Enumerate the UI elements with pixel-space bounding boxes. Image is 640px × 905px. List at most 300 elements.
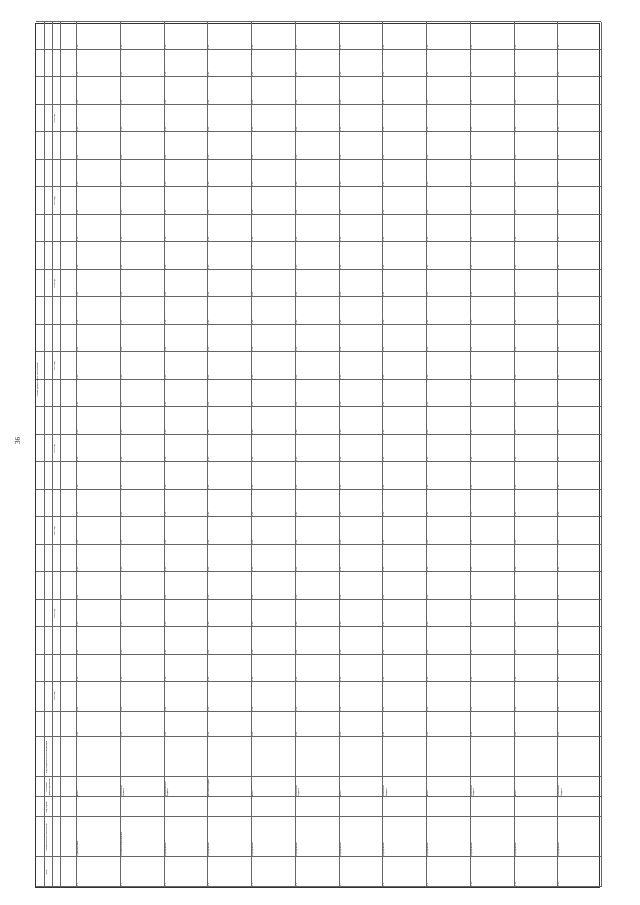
row-number: 1.5 [252,882,254,886]
value-cell: 0.00 [164,291,167,296]
value-cell: 0.00 [427,346,429,351]
value-cell: 0.00 [208,676,211,681]
value-cell: 0.00 [339,706,342,711]
column-divider [36,241,601,242]
value-cell: 0.00 [383,401,386,406]
value-cell: 0.00 [383,71,386,76]
header-divider [44,22,45,887]
value-cell: 0.00 [120,99,123,104]
year-header: 2025 год [54,196,56,206]
value-cell: 0.00 [208,594,211,599]
value-cell: 0.00 [514,291,517,296]
value-cell: 0.00 [383,566,386,571]
value-cell: 0.00 [558,346,561,351]
value-cell: 0.00 [470,539,473,544]
row-source: областной бюджет [295,784,301,796]
year-header: 2022 год [54,444,56,453]
value-cell: 0.00 [77,264,79,269]
value-cell: 0.00 [514,539,517,544]
year-header: 2023 год [54,361,56,371]
value-cell: 0.00 [252,429,254,434]
value-cell: 0.00 [208,511,211,516]
year-header: 2021 год [54,526,56,536]
value-cell: 0.00 [77,346,79,351]
value-cell: 0.00 [383,456,386,461]
value-cell: 0.00 [164,209,167,214]
value-cell: 0.00 [558,456,561,461]
value-cell: 0.00 [427,319,429,324]
value-cell: 0.00 [120,319,123,324]
value-cell: 0.00 [252,71,254,76]
value-cell: 0.00 [514,456,517,461]
value-cell: 0.00 [514,99,517,104]
value-cell: 0.00 [558,291,561,296]
value-cell: 0.00 [77,99,79,104]
value-cell: 0.00 [208,429,211,434]
value-cell: 0.00 [514,44,517,49]
value-cell: 0.00 [77,731,79,736]
value-cell: 0.00 [339,676,342,681]
row-divider [601,22,602,887]
row-name: Мероприятие [208,842,211,856]
value-cell: 0.00 [295,346,298,351]
column-divider [36,379,601,380]
value-cell: 0.00 [383,706,386,711]
value-cell: 0.00 [77,484,79,489]
column-header: Код бюджетной классификации [46,740,48,774]
value-cell: 0.00 [252,401,254,406]
row-source: всего [427,790,429,796]
column-divider [36,159,601,160]
value-cell: 0.00 [427,566,429,571]
value-cell: 0.00 [339,649,342,654]
value-cell: 0.00 [427,154,429,159]
value-cell: 0.00 [339,511,342,516]
value-cell: 0.00 [120,126,123,131]
value-cell: 0.00 [514,71,517,76]
column-divider [36,796,601,797]
value-cell: 0.00 [77,676,79,681]
value-cell: 0.00 [470,401,473,406]
column-divider [36,711,601,712]
value-cell: 0.00 [77,511,79,516]
value-cell: 0.00 [120,44,123,49]
column-divider [36,296,601,297]
value-cell: 0.00 [164,264,167,269]
value-cell: 0.00 [164,566,167,571]
column-divider [36,324,601,325]
value-cell: 0.00 [427,731,429,736]
value-cell: 0.00 [77,44,79,49]
value-cell: 0.00 [383,236,386,241]
value-cell: 0.00 [339,181,342,186]
value-cell: 0.00 [470,44,473,49]
value-cell: 0.00 [295,401,298,406]
value-cell: 0.00 [252,209,254,214]
value-cell: 0.00 [383,181,386,186]
value-cell: 0.00 [558,594,561,599]
value-cell: 0.00 [295,99,298,104]
value-cell: 0.00 [339,264,342,269]
value-cell: 0.00 [164,319,167,324]
value-cell: 0.00 [339,319,342,324]
value-cell: 0.00 [383,594,386,599]
year-header: 2026 год [54,114,56,123]
column-divider [36,886,601,887]
row-number: 1.2 [120,882,123,886]
value-cell: 0.00 [164,71,167,76]
header-divider [60,22,61,887]
value-cell: 0.00 [295,181,298,186]
value-cell: 0.00 [295,566,298,571]
value-cell: 0.00 [339,484,342,489]
value-cell: 0.00 [252,44,254,49]
value-cell: 0.00 [427,511,429,516]
value-cell: 0.00 [164,676,167,681]
value-cell: 0.00 [470,706,473,711]
value-cell: 0.00 [208,706,211,711]
value-cell: 0.00 [252,621,254,626]
value-cell: 0.00 [470,154,473,159]
value-cell: 0.00 [252,539,254,544]
row-source: областной бюджет [558,784,563,796]
value-cell: 0.00 [77,291,79,296]
value-cell: 0.00 [295,264,298,269]
value-cell: 0.00 [558,706,561,711]
value-cell: 0.00 [470,264,473,269]
page-number: 36 [14,437,22,444]
value-cell: 0.00 [208,99,211,104]
value-cell: 0.00 [339,291,342,296]
value-cell: 0.00 [558,429,561,434]
value-cell: 0.00 [77,649,79,654]
value-cell: 0.00 [164,706,167,711]
column-divider [36,599,601,600]
value-cell: 0.00 [383,649,386,654]
value-cell: 0.00 [120,346,123,351]
value-cell: 0.00 [558,731,561,736]
value-cell: 0.00 [120,429,123,434]
value-cell: 0.00 [383,346,386,351]
group-header: Объем финансового обеспечения [37,362,39,397]
value-cell: 0.00 [427,484,429,489]
value-cell: 0.00 [339,456,342,461]
value-cell: 0.00 [514,594,517,599]
value-cell: 0.00 [295,621,298,626]
value-cell: 0.00 [558,209,561,214]
value-cell: 0.00 [77,401,79,406]
value-cell: 0.00 [470,236,473,241]
value-cell: 0.00 [208,731,211,736]
value-cell: 0.00 [120,566,123,571]
value-cell: 0.00 [558,566,561,571]
value-cell: 0.00 [427,209,429,214]
column-divider [36,131,601,132]
column-divider [36,626,601,627]
column-divider [36,76,601,77]
value-cell: 0.00 [295,539,298,544]
year-header: 2024 год [54,279,56,288]
value-cell: 0.00 [120,484,123,489]
value-cell: 0.00 [558,621,561,626]
row-name: Мероприятие [558,842,561,856]
value-cell: 0.00 [339,346,342,351]
value-cell: 0.00 [252,456,254,461]
value-cell: 0.00 [514,154,517,159]
value-cell: 0.00 [514,236,517,241]
column-divider [36,776,601,777]
value-cell: 0.00 [208,649,211,654]
column-header: Код строки [46,801,48,813]
value-cell: 0.00 [77,126,79,131]
value-cell: 0.00 [120,649,123,654]
row-name: Мероприятие [339,842,342,856]
value-cell: 0.00 [470,319,473,324]
column-divider [36,351,601,352]
row-source: областной бюджет [120,784,126,796]
value-cell: 0.00 [252,291,254,296]
value-cell: 0.00 [208,71,211,76]
row-number: 1.1 [77,882,79,886]
value-cell: 0.00 [558,374,561,379]
value-cell: 0.00 [295,484,298,489]
row-source: федеральный бюджет [164,781,169,796]
column-divider [36,269,601,270]
value-cell: 0.00 [514,126,517,131]
value-cell: 0.00 [120,621,123,626]
row-name: Мероприятие [427,842,429,856]
value-cell: 0.00 [470,676,473,681]
row-name: Мероприятие [164,842,167,856]
year-header: 2019 год [54,691,56,701]
value-cell: 0.00 [208,346,211,351]
value-cell: 0.00 [383,99,386,104]
column-divider [36,681,601,682]
value-cell: 0.00 [164,731,167,736]
value-cell: 0.00 [383,621,386,626]
value-cell: 0.00 [383,484,386,489]
value-cell: 0.00 [339,566,342,571]
row-number: 1.11 [514,881,517,886]
value-cell: 0.00 [514,566,517,571]
value-cell: 0.00 [339,621,342,626]
value-cell: 0.00 [383,676,386,681]
value-cell: 0.00 [77,374,79,379]
value-cell: 0.00 [558,511,561,516]
value-cell: 0.00 [470,291,473,296]
value-cell: 0.00 [558,181,561,186]
value-cell: 0.00 [295,44,298,49]
column-divider [36,104,601,105]
value-cell: 0.00 [295,154,298,159]
value-cell: 0.00 [383,511,386,516]
column-divider [36,49,601,50]
value-cell: 0.00 [77,236,79,241]
value-cell: 0.00 [252,511,254,516]
row-source: всего [77,790,79,796]
value-cell: 0.00 [252,346,254,351]
row-number: 1.7 [339,882,342,886]
value-cell: 0.00 [470,126,473,131]
value-cell: 0.00 [427,594,429,599]
value-cell: 0.00 [120,511,123,516]
value-cell: 0.00 [383,44,386,49]
row-name: Мероприятие [470,842,473,856]
value-cell: 0.00 [164,154,167,159]
value-cell: 0.00 [252,566,254,571]
value-cell: 0.00 [295,731,298,736]
row-number: 1.4 [208,882,211,886]
value-cell: 0.00 [383,319,386,324]
value-cell: 0.00 [77,209,79,214]
value-cell: 0.00 [120,374,123,379]
row-name: Мероприятие [295,842,298,856]
value-cell: 0.00 [558,44,561,49]
value-cell: 0.00 [339,44,342,49]
column-divider [36,654,601,655]
value-cell: 0.00 [339,539,342,544]
value-cell: 0.00 [383,429,386,434]
value-cell: 0.00 [383,264,386,269]
value-cell: 0.00 [208,374,211,379]
value-cell: 0.00 [208,181,211,186]
value-cell: 0.00 [470,511,473,516]
value-cell: 0.00 [295,209,298,214]
column-header: № пп [46,869,48,875]
value-cell: 0.00 [120,456,123,461]
value-cell: 0.00 [470,99,473,104]
value-cell: 0.00 [252,731,254,736]
value-cell: 0.00 [164,181,167,186]
value-cell: 0.00 [383,209,386,214]
value-cell: 0.00 [77,594,79,599]
value-cell: 0.00 [120,731,123,736]
value-cell: 0.00 [470,621,473,626]
value-cell: 0.00 [470,429,473,434]
value-cell: 0.00 [427,429,429,434]
value-cell: 0.00 [383,731,386,736]
value-cell: 0.00 [383,126,386,131]
value-cell: 0.00 [339,99,342,104]
value-cell: 0.00 [208,154,211,159]
value-cell: 0.00 [558,539,561,544]
value-cell: 0.00 [164,346,167,351]
column-header: Источник финансирования [46,778,51,796]
row-number: 1.3 [164,882,167,886]
row-number: 1.8 [383,882,386,886]
value-cell: 0.00 [208,621,211,626]
value-cell: 0.00 [427,71,429,76]
value-cell: 0.00 [120,594,123,599]
row-source: всего [252,790,254,796]
value-cell: 0.00 [120,676,123,681]
value-cell: 0.00 [164,236,167,241]
value-cell: 0.00 [558,649,561,654]
value-cell: 0.00 [208,319,211,324]
value-cell: 0.00 [208,236,211,241]
column-divider [36,816,601,817]
value-cell: 0.00 [339,236,342,241]
value-cell: 0.00 [514,346,517,351]
value-cell: 0.00 [164,621,167,626]
value-cell: 0.00 [558,264,561,269]
value-cell: 0.00 [77,71,79,76]
value-cell: 0.00 [208,44,211,49]
value-cell: 0.00 [252,676,254,681]
header-divider [52,22,53,887]
value-cell: 0.00 [339,594,342,599]
value-cell: 0.00 [427,236,429,241]
value-cell: 0.00 [120,71,123,76]
value-cell: 0.00 [164,429,167,434]
value-cell: 0.00 [339,71,342,76]
value-cell: 0.00 [77,181,79,186]
value-cell: 0.00 [295,374,298,379]
value-cell: 0.00 [252,594,254,599]
value-cell: 0.00 [252,181,254,186]
value-cell: 0.00 [514,484,517,489]
value-cell: 0.00 [427,706,429,711]
row-name: Мероприятие [514,842,517,856]
value-cell: 0.00 [252,706,254,711]
value-cell: 0.00 [252,319,254,324]
value-cell: 0.00 [77,429,79,434]
column-divider [36,434,601,435]
value-cell: 0.00 [164,126,167,131]
value-cell: 0.00 [427,456,429,461]
value-cell: 0.00 [295,649,298,654]
value-cell: 0.00 [514,676,517,681]
value-cell: 0.00 [514,511,517,516]
value-cell: 0.00 [427,44,429,49]
column-divider [36,406,601,407]
year-header: 2020 год [54,609,56,618]
value-cell: 0.00 [164,456,167,461]
value-cell: 0.00 [295,511,298,516]
value-cell: 0.00 [295,429,298,434]
value-cell: 0.00 [164,401,167,406]
value-cell: 0.00 [252,126,254,131]
value-cell: 0.00 [120,154,123,159]
value-cell: 0.00 [470,484,473,489]
value-cell: 0.00 [339,731,342,736]
value-cell: 0.00 [558,126,561,131]
value-cell: 0.00 [339,401,342,406]
value-cell: 0.00 [427,621,429,626]
value-cell: 0.00 [164,539,167,544]
value-cell: 0.00 [558,484,561,489]
value-cell: 0.00 [295,319,298,324]
value-cell: 0.00 [558,99,561,104]
value-cell: 0.00 [252,649,254,654]
value-cell: 0.00 [339,374,342,379]
value-cell: 0.00 [208,484,211,489]
row-name: Мероприятие [383,842,386,856]
value-cell: 0.00 [339,209,342,214]
value-cell: 0.00 [252,99,254,104]
row-name: Основное мероприятие [120,831,123,856]
column-header: Наименование показателя [46,823,48,851]
value-cell: 0.00 [427,649,429,654]
value-cell: 0.00 [558,154,561,159]
row-number: 1.9 [427,882,429,886]
value-cell: 0.00 [252,264,254,269]
value-cell: 0.00 [120,401,123,406]
value-cell: 0.00 [470,374,473,379]
value-cell: 0.00 [514,319,517,324]
value-cell: 0.00 [558,676,561,681]
value-cell: 0.00 [295,126,298,131]
